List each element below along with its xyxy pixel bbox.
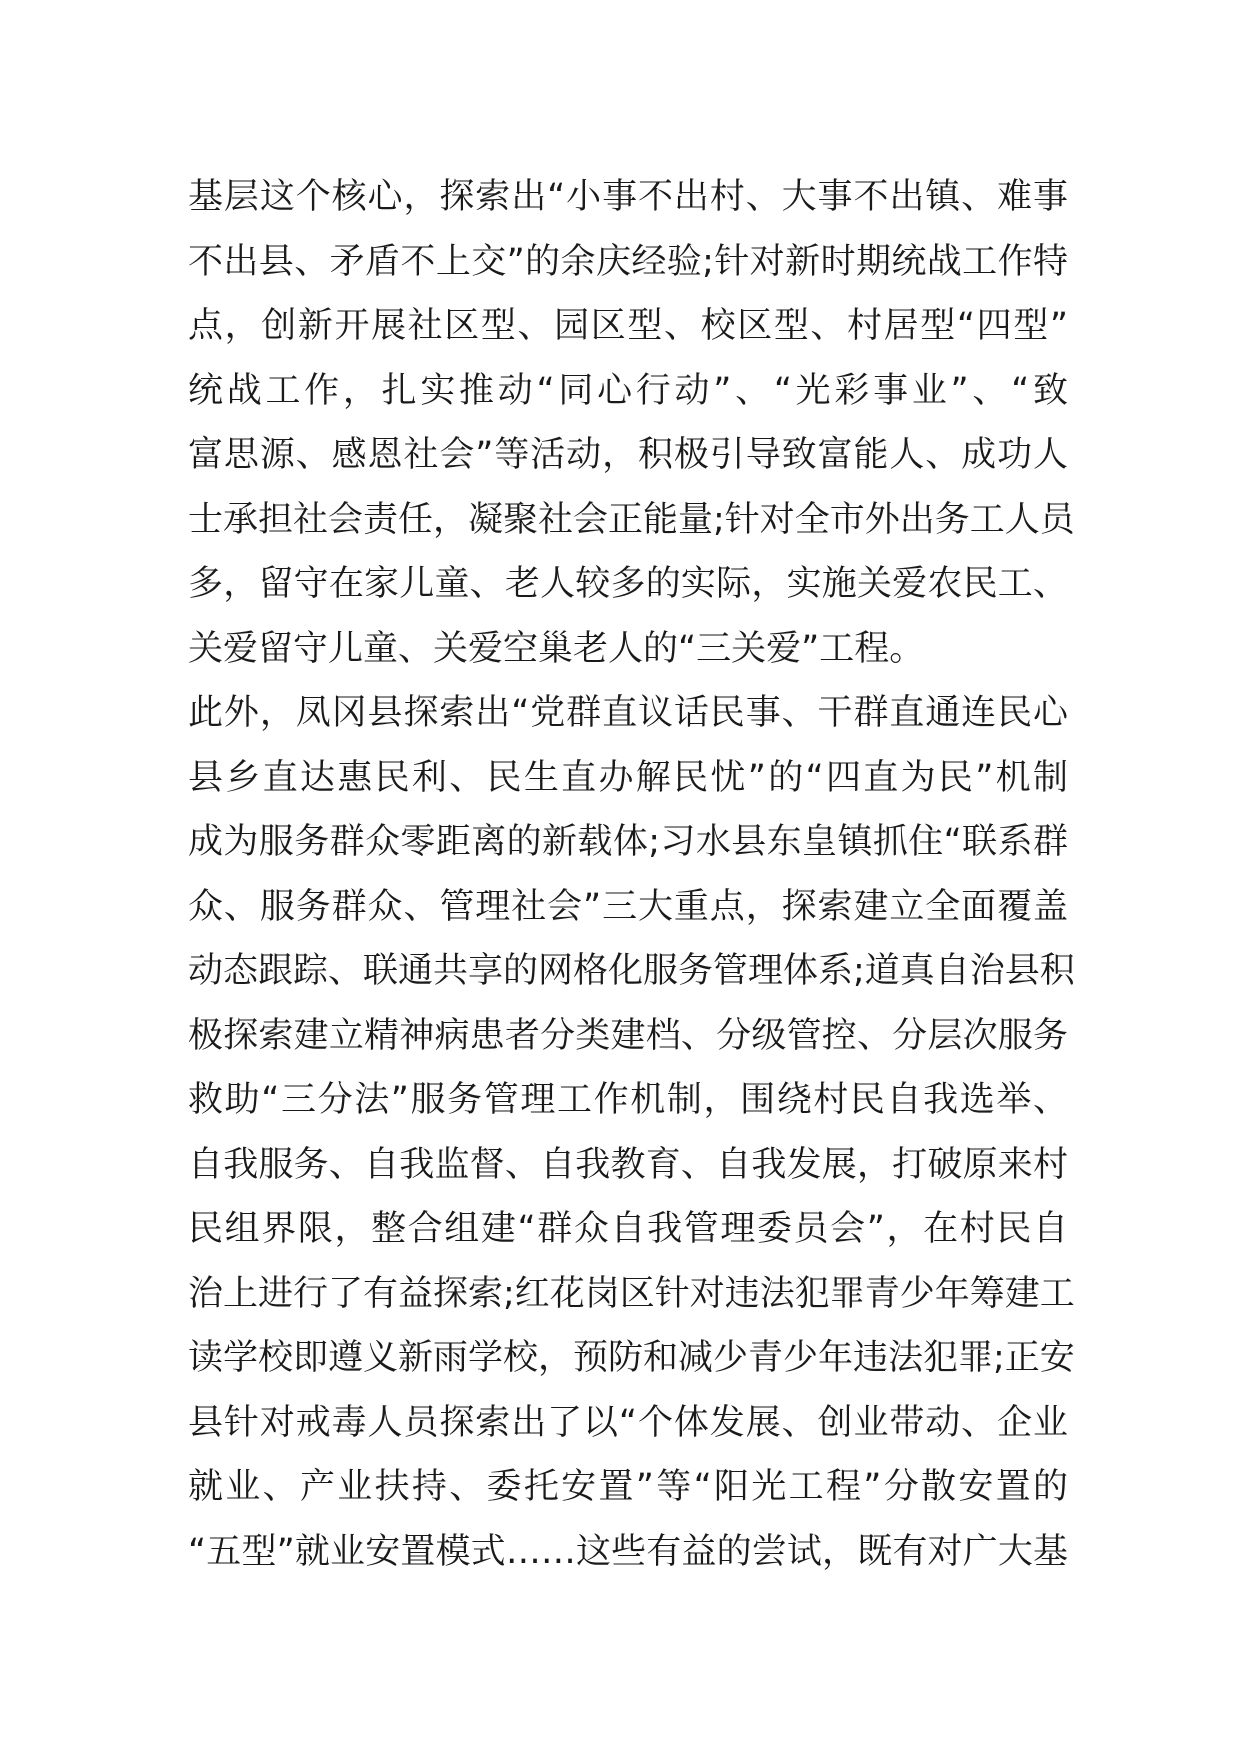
text-line: 读学校即遵义新雨学校，预防和减少青少年违法犯罪;正安 — [188, 1338, 1075, 1378]
text-line: “五型”就业安置模式……这些有益的尝试，既有对广大基 — [188, 1531, 1068, 1572]
text-line: 基层这个核心，探索出“小事不出村、大事不出镇、难事 — [188, 177, 1068, 217]
text-line: 关爱留守儿童、关爱空巢老人的“三关爱”工程。 — [188, 628, 925, 669]
text-line: 极探索建立精神病患者分类建档、分级管控、分层次服务 — [188, 1015, 1068, 1056]
text-line: 富思源、感恩社会”等活动，积极引导致富能人、成功人 — [188, 435, 1068, 475]
text-line: 动态跟踪、联通共享的网格化服务管理体系;道真自治县积 — [188, 951, 1075, 991]
text-line: 治上进行了有益探索;红花岗区针对违法犯罪青少年筹建工 — [188, 1273, 1075, 1314]
text-line: 自我服务、自我监督、自我教育、自我发展，打破原来村 — [188, 1144, 1068, 1185]
text-line: 县乡直达惠民利、民生直办解民忧”的“四直为民”机制 — [188, 757, 1068, 798]
text-line: 就业、产业扶持、委托安置”等“阳光工程”分散安置的 — [188, 1467, 1068, 1507]
text-line: 成为服务群众零距离的新载体;习水县东皇镇抓住“联系群 — [188, 822, 1068, 862]
body-text — [188, 165, 1075, 1584]
text-line: 士承担社会责任，凝聚社会正能量;针对全市外出务工人员 — [188, 499, 1075, 540]
text-line: 点，创新开展社区型、园区型、校区型、村居型“四型” — [188, 306, 1068, 346]
text-line: 多，留守在家儿童、老人较多的实际，实施关爱农民工、 — [188, 564, 1068, 604]
text-line: 救助“三分法”服务管理工作机制，围绕村民自我选举、 — [188, 1080, 1068, 1120]
text-line: 不出县、矛盾不上交”的余庆经验;针对新时期统战工作特 — [188, 241, 1068, 282]
text-line: 众、服务群众、管理社会”三大重点，探索建立全面覆盖 — [188, 886, 1068, 927]
text-line: 民组界限，整合组建“群众自我管理委员会”，在村民自 — [188, 1209, 1068, 1249]
text-line: 县针对戒毒人员探索出了以“个体发展、创业带动、企业 — [188, 1402, 1068, 1443]
text-line: 统战工作，扎实推动“同心行动”、“光彩事业”、“致 — [188, 370, 1068, 411]
text-line: 此外，凤冈县探索出“党群直议话民事、干群直通连民心 — [188, 693, 1068, 733]
